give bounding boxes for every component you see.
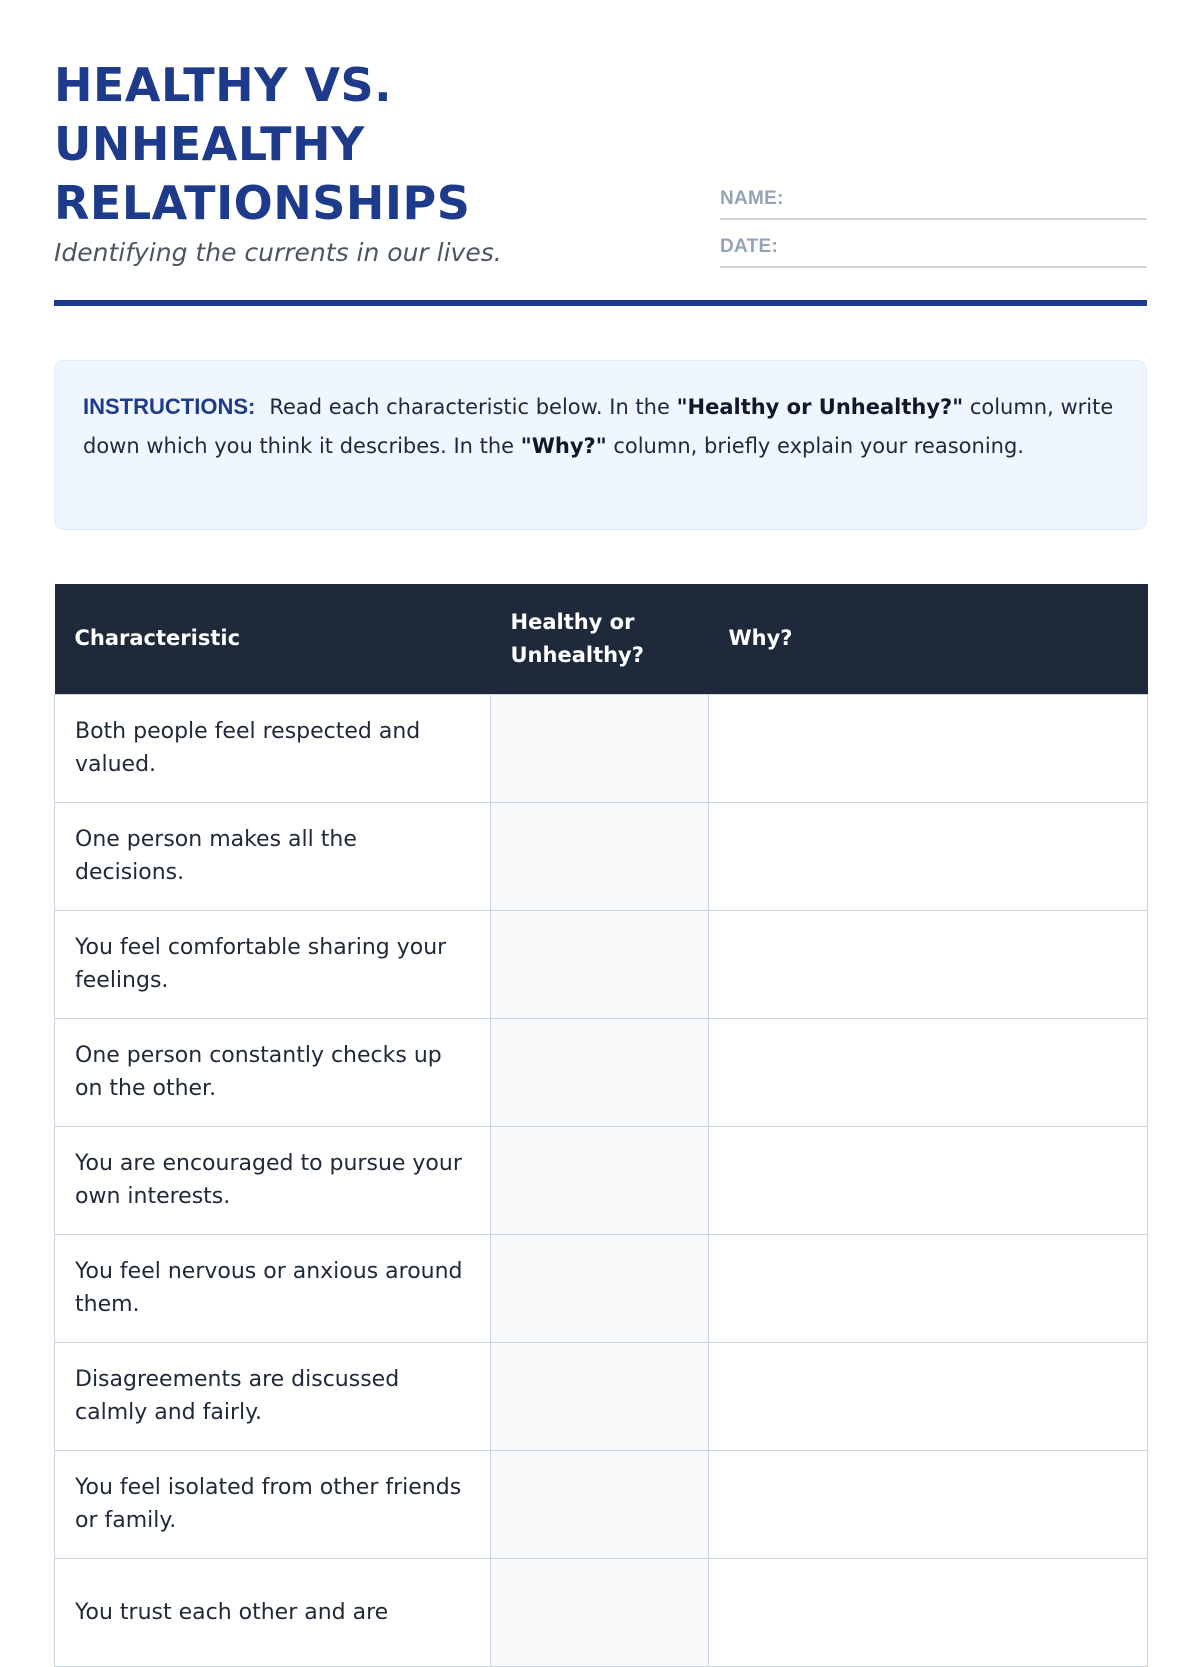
table-row: [55, 1450, 1148, 1558]
characteristic-cell: One person makes all the decisions.: [55, 802, 491, 910]
instructions-text-2: column, write down which you think it describes. In the: [83, 395, 1114, 458]
characteristic-cell: Disagreements are discussed calmly and fairly.: [55, 1342, 491, 1450]
characteristic-cell: You trust each other and are: [55, 1558, 491, 1666]
why-answer-cell[interactable]: [709, 694, 1148, 802]
title-line-2: UNHEALTHY: [54, 117, 365, 171]
healthy-answer-cell[interactable]: [491, 1234, 709, 1342]
healthy-answer-cell[interactable]: [491, 1342, 709, 1450]
worksheet-header: [54, 56, 1147, 308]
healthy-answer-cell[interactable]: [491, 910, 709, 1018]
why-answer-cell[interactable]: [709, 910, 1148, 1018]
header-why: Why?: [709, 584, 1148, 694]
healthy-answer-cell[interactable]: [491, 1558, 709, 1666]
table-row: [55, 910, 1148, 1018]
table-header-row: [55, 584, 1148, 694]
characteristic-cell: You feel isolated from other friends or family.: [55, 1450, 491, 1558]
characteristic-cell: One person constantly checks up on the other.: [55, 1018, 491, 1126]
title-line-3: RELATIONSHIPS: [54, 176, 471, 230]
name-label: NAME:: [720, 188, 784, 209]
characteristic-cell: You feel comfortable sharing your feelings.: [55, 910, 491, 1018]
table-row: [55, 1018, 1148, 1126]
healthy-answer-cell[interactable]: [491, 1126, 709, 1234]
table-row: [55, 1342, 1148, 1450]
why-answer-cell[interactable]: [709, 802, 1148, 910]
instructions-box: [54, 360, 1147, 530]
table-row: [55, 1558, 1148, 1666]
date-field[interactable]: [720, 234, 1147, 268]
why-answer-cell[interactable]: [709, 1234, 1148, 1342]
instructions-bold-2: "Why?": [520, 433, 607, 458]
header-healthy-or-unhealthy: Healthy or Unhealthy?: [491, 584, 709, 694]
characteristic-cell: You are encouraged to pursue your own interests.: [55, 1126, 491, 1234]
title-line-1: HEALTHY VS.: [54, 58, 393, 112]
why-answer-cell[interactable]: [709, 1018, 1148, 1126]
healthy-answer-cell[interactable]: [491, 802, 709, 910]
worksheet-page: [54, 0, 1147, 1625]
healthy-answer-cell[interactable]: [491, 1018, 709, 1126]
healthy-answer-cell[interactable]: [491, 694, 709, 802]
date-label: DATE:: [720, 236, 779, 257]
characteristics-table-wrap: [54, 584, 1147, 1625]
instructions-bold-1: "Healthy or Unhealthy?": [676, 395, 964, 419]
characteristic-cell: You feel nervous or anxious around them.: [55, 1234, 491, 1342]
why-answer-cell[interactable]: [709, 1558, 1148, 1666]
instructions-lead: INSTRUCTIONS:: [83, 394, 256, 419]
why-answer-cell[interactable]: [709, 1126, 1148, 1234]
healthy-answer-cell[interactable]: [491, 1450, 709, 1558]
table-row: [55, 1126, 1148, 1234]
header-divider: [54, 300, 1147, 306]
characteristic-cell: Both people feel respected and valued.: [55, 694, 491, 802]
header-characteristic: Characteristic: [55, 584, 491, 694]
name-field[interactable]: [720, 186, 1147, 220]
table-row: [55, 694, 1148, 802]
instructions-text-3: column, briefly explain your reasoning.: [606, 433, 1024, 458]
why-answer-cell[interactable]: [709, 1450, 1148, 1558]
table-row: [55, 802, 1148, 910]
why-answer-cell[interactable]: [709, 1342, 1148, 1450]
page-title: [54, 56, 614, 233]
page-subtitle: Identifying the currents in our lives.: [54, 238, 502, 267]
characteristics-table: [54, 584, 1148, 1667]
table-row: [55, 1234, 1148, 1342]
instructions-text-1: Read each characteristic below. In the: [269, 395, 677, 419]
